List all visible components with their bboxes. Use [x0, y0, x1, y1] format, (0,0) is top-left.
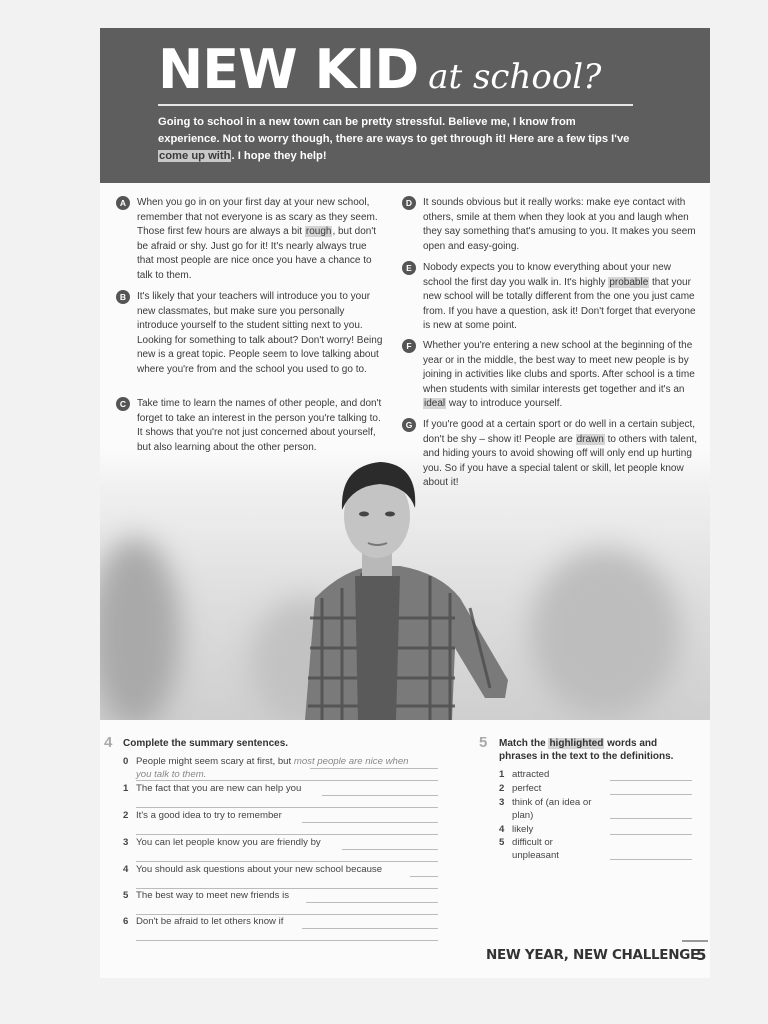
answer-line-6b[interactable] [136, 940, 438, 941]
title-rule [158, 104, 633, 106]
intro-text-end: . I hope they help! [231, 150, 327, 162]
tip-badge-c: C [116, 397, 130, 411]
tip-e [406, 261, 699, 334]
tip-c-text: Take time to learn the names of other people, and don't forget to take an interest in the person you're talking to. It shows that you're not just concerned about yourself, but also learning about the other person. [137, 398, 382, 453]
tip-a-text-end: , but don't be afraid or shy. Just go for it! It's nearly always true that most people are nice once you have a chance to talk to them. [137, 226, 377, 281]
intro-text: Going to school in a new town can be pretty stressful. Believe me, I know from experience. Not to worry though, there are ways to get through it! Here are a few tips I've [158, 116, 630, 145]
tip-g [405, 418, 699, 491]
item-number: 6 [123, 916, 129, 927]
item-text: You can let people know you are friendly by [136, 837, 321, 848]
example-line-1 [310, 768, 438, 769]
page-title [158, 38, 601, 101]
match-definition: likely [512, 824, 534, 835]
tip-b [119, 290, 383, 377]
item-number: 5 [123, 890, 129, 901]
tip-e-text: Nobody expects you to know everything about your new school the first day you walk in. It's highly [423, 262, 671, 288]
tip-g-text-end: to others with talent, and hiding yours to avoid showing off will only end up hurting you. So if you have a special talent or skill, let people know about it! [423, 433, 698, 488]
highlight-highlighted: highlighted [549, 738, 604, 749]
tip-b-text: It's likely that your teachers will introduce you to your new classmates, but make sure you personally introduce yourself to the student sitting next to you. Looking for something to talk about? Don't worry! Being new is a great topic. People seem to love talking about where you're from and the school you used to go to. [137, 291, 383, 375]
answer-line-6a[interactable] [302, 928, 438, 929]
title-banner [100, 28, 710, 183]
answer-line-3b[interactable] [136, 861, 438, 862]
item-text: The fact that you are new can help you [136, 783, 302, 794]
match-definition: perfect [512, 783, 542, 794]
match-number: 3 [499, 797, 505, 808]
example-answer-line2: you talk to them. [136, 769, 207, 780]
tip-badge-b: B [116, 290, 130, 304]
item-text: The best way to meet new friends is [136, 890, 290, 901]
item-number: 4 [123, 864, 129, 875]
answer-line-2a[interactable] [302, 822, 438, 823]
exercise-5-heading-text: Match the [499, 738, 549, 749]
tip-badge-g: G [402, 418, 416, 432]
highlight-come-up-with: come up with [159, 150, 231, 162]
title-script: at school? [428, 57, 602, 97]
match-number: 1 [499, 769, 505, 780]
answer-line-3a[interactable] [342, 849, 438, 850]
tip-d-text: It sounds obvious but it really works: make eye contact with others, smile at them when they look at you and laugh when they say something that's amusing to you. It makes you seem open and easy-going. [423, 197, 696, 252]
match-answer-line-5[interactable] [610, 859, 692, 860]
highlight-rough: rough [305, 226, 332, 237]
item-number: 3 [123, 837, 129, 848]
match-number: 2 [499, 783, 505, 794]
match-definition: attracted [512, 769, 550, 780]
item-number: 1 [123, 783, 129, 794]
match-definition: difficult or unpleasant [512, 837, 559, 861]
highlight-drawn: drawn [576, 433, 604, 445]
item-text: It's a good idea to try to remember [136, 810, 282, 821]
tip-badge-d: D [402, 196, 416, 210]
answer-line-4a[interactable] [410, 876, 438, 877]
tip-c [119, 397, 383, 455]
answer-line-1b[interactable] [136, 807, 438, 808]
example-number: 0 [123, 756, 129, 767]
item-number: 2 [123, 810, 129, 821]
exercise-5-number: 5 [479, 734, 488, 751]
example-answer-line1: most people are nice when [293, 756, 409, 767]
page-number: 5 [696, 946, 707, 964]
answer-line-5b[interactable] [136, 914, 438, 915]
exercise-5-heading [499, 737, 694, 763]
match-number: 4 [499, 824, 505, 835]
intro-paragraph [158, 114, 638, 165]
tip-f-text: Whether you're entering a new school at the beginning of the year or in the middle, the best way to meet new people is by joining in activities like clubs and sports. After school is a time when students with similar interests get together and it's an [423, 340, 695, 395]
highlight-probable: probable [609, 276, 649, 288]
answer-line-5a[interactable] [306, 902, 438, 903]
tip-d [405, 196, 699, 254]
match-answer-line-1[interactable] [610, 780, 692, 781]
unit-title: NEW YEAR, NEW CHALLENGE [486, 947, 699, 963]
match-answer-line-4[interactable] [610, 834, 692, 835]
item-text: You should ask questions about your new school because [136, 864, 383, 875]
tip-badge-f: F [402, 339, 416, 353]
example-prompt [136, 756, 409, 767]
title-main: NEW KID [158, 38, 419, 101]
match-number: 5 [499, 837, 505, 848]
item-text: Don't be afraid to let others know if [136, 916, 284, 927]
match-answer-line-2[interactable] [610, 794, 692, 795]
answer-line-4b[interactable] [136, 888, 438, 889]
tip-badge-e: E [402, 261, 416, 275]
example-line-2 [136, 780, 438, 781]
match-definition: think of (an idea or plan) [512, 797, 592, 821]
answer-line-2b[interactable] [136, 834, 438, 835]
tip-e-text-end: that your new school will be totally different from the one you just came from. If you have a question, ask it! Don't forget that everyone is new at some point. [423, 276, 696, 331]
exercise-5-heading-text-end: words and phrases in the text to the definitions. [499, 738, 674, 762]
match-answer-line-3[interactable] [610, 818, 692, 819]
tip-a-text: When you go in on your first day at your new school, remember that not everyone is as scary as they seem. Those first few hours are always a bit [137, 197, 378, 237]
tip-badge-a: A [116, 196, 130, 210]
tip-a [119, 196, 383, 283]
exercise-4-number: 4 [104, 734, 113, 751]
tip-g-text: If you're good at a certain sport or do well in a certain subject, don't be shy – show it! People are [423, 419, 696, 445]
exercise-4-heading: Complete the summary sentences. [123, 738, 289, 749]
footer-rule [682, 940, 708, 942]
tip-f-text-end: way to introduce yourself. [446, 398, 563, 409]
tip-f [406, 339, 699, 412]
highlight-ideal: ideal [424, 398, 446, 409]
answer-line-1a[interactable] [322, 795, 438, 796]
example-text: People might seem scary at first, but [136, 756, 292, 767]
